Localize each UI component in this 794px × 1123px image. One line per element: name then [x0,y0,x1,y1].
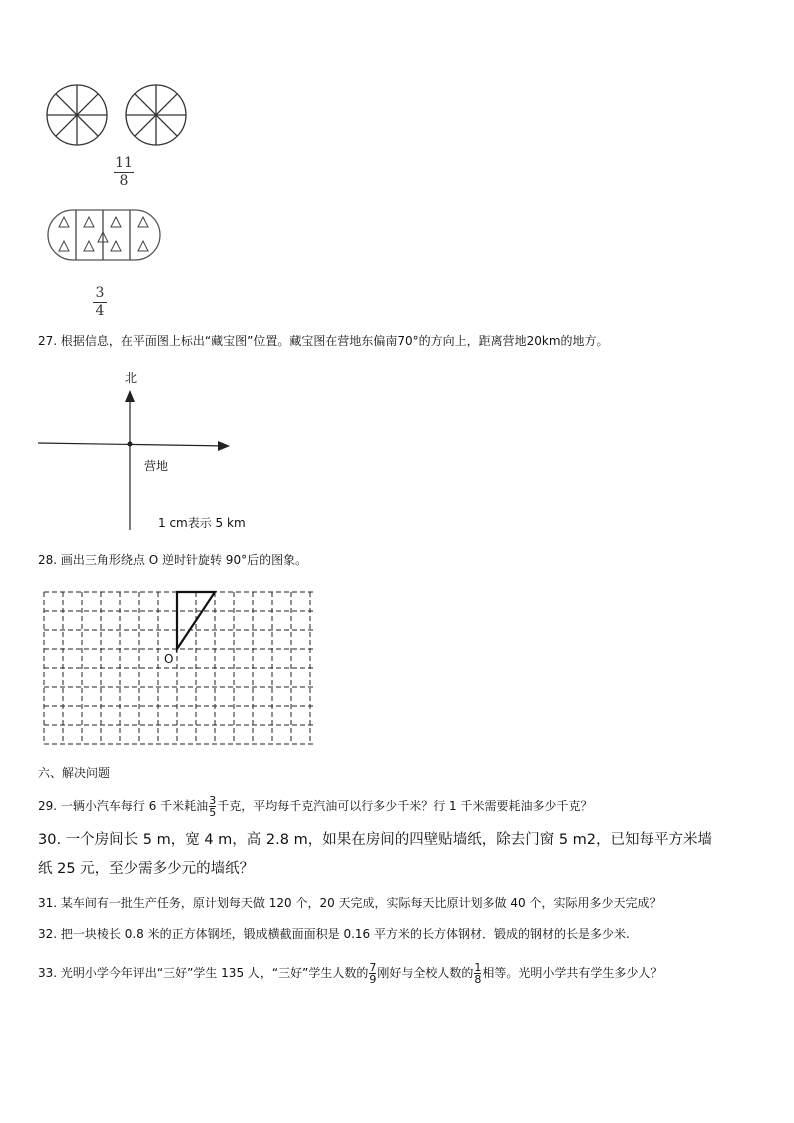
question-text: 某车间有一批生产任务，原计划每天做 120 个，20 天完成，实际每天比原计划多做 40 个，实际用多少天完成？ [60,896,662,910]
triangle-icon [138,241,148,251]
fraction-numerator: 1 [474,961,482,974]
north-arrow-icon [125,390,135,402]
question-number: 31. [38,896,58,910]
question-29 [38,795,592,818]
fraction-denominator: 4 [95,303,105,319]
circles-fraction [114,156,134,189]
question-30-line2: 纸 25 元，至少需多少元的墙纸？ [38,861,255,877]
fraction-numerator: 3 [209,794,217,807]
fraction-numerator: 7 [369,961,377,974]
circle-right [126,85,186,145]
section-title: 六、解决问题 [38,766,111,780]
scale-label: 1 cm表示 5 km [158,516,246,530]
question-32 [38,926,630,942]
question-28 [38,552,307,568]
north-label: 北 [125,371,138,385]
fraction-numerator: 3 [95,285,105,301]
triangle-icon [59,217,69,227]
question-text-before: 一辆小汽车每行 6 千米耗油 [60,799,209,813]
fraction-denominator: 8 [474,973,482,986]
fraction [209,795,216,818]
circles-figure [40,80,200,150]
triangle-icon [59,241,69,251]
question-27 [38,333,609,349]
question-number: 33. [38,966,58,980]
triangle-icon [84,241,94,251]
point-o-label: O [164,652,174,666]
question-text: 根据信息，在平面图上标出“藏宝图”位置。藏宝图在营地东偏南70°的方向上，距离营地20km的地方。 [60,334,609,348]
fraction-numerator: 11 [115,155,133,171]
question-number: 27. [38,334,58,348]
question-text-b: 刚好与全校人数的 [377,966,474,980]
question-text-line1: 一个房间长 5 m，宽 4 m，高 2.8 m，如果在房间的四壁贴墙纸，除去门窗 5 m2，已知每平方米墙 [65,832,713,848]
circle-left [47,85,107,145]
question-text-after: 千克，平均每千克汽油可以行多少千米？行 1 千米需要耗油多少千克？ [217,799,593,813]
triangle-icon [111,241,121,251]
question-text-c: 相等。光明小学共有学生多少人？ [482,966,663,980]
triangles-fraction [93,286,107,319]
question-text: 把一块棱长 0.8 米的正方体钢坯，锻成横截面面积是 0.16 平方米的长方体钢材．锻成的钢材的长是多少米. [60,927,630,941]
east-arrow-icon [218,441,230,451]
fraction [369,962,376,985]
question-number: 30. [38,832,62,848]
fraction-denominator: 5 [209,806,217,819]
question-text: 画出三角形绕点 O 逆时针旋转 90°后的图象。 [60,553,308,567]
triangle-icon [138,217,148,227]
question-31 [38,895,661,911]
camp-point [128,442,133,447]
rotation-grid [40,588,320,750]
fraction-denominator: 8 [119,173,129,189]
question-33 [38,962,662,985]
question-30 [38,830,712,850]
triangle-icon [111,217,121,227]
question-number: 29. [38,799,58,813]
question-number: 28. [38,553,58,567]
triangles-figure [46,204,166,268]
compass-diagram [30,380,240,535]
question-number: 32. [38,927,58,941]
fraction [474,962,481,985]
camp-label: 营地 [144,459,169,473]
question-text-a: 光明小学今年评出“三好”学生 135 人，“三好”学生人数的 [60,966,369,980]
fraction-denominator: 9 [369,973,377,986]
triangle-icon [84,217,94,227]
